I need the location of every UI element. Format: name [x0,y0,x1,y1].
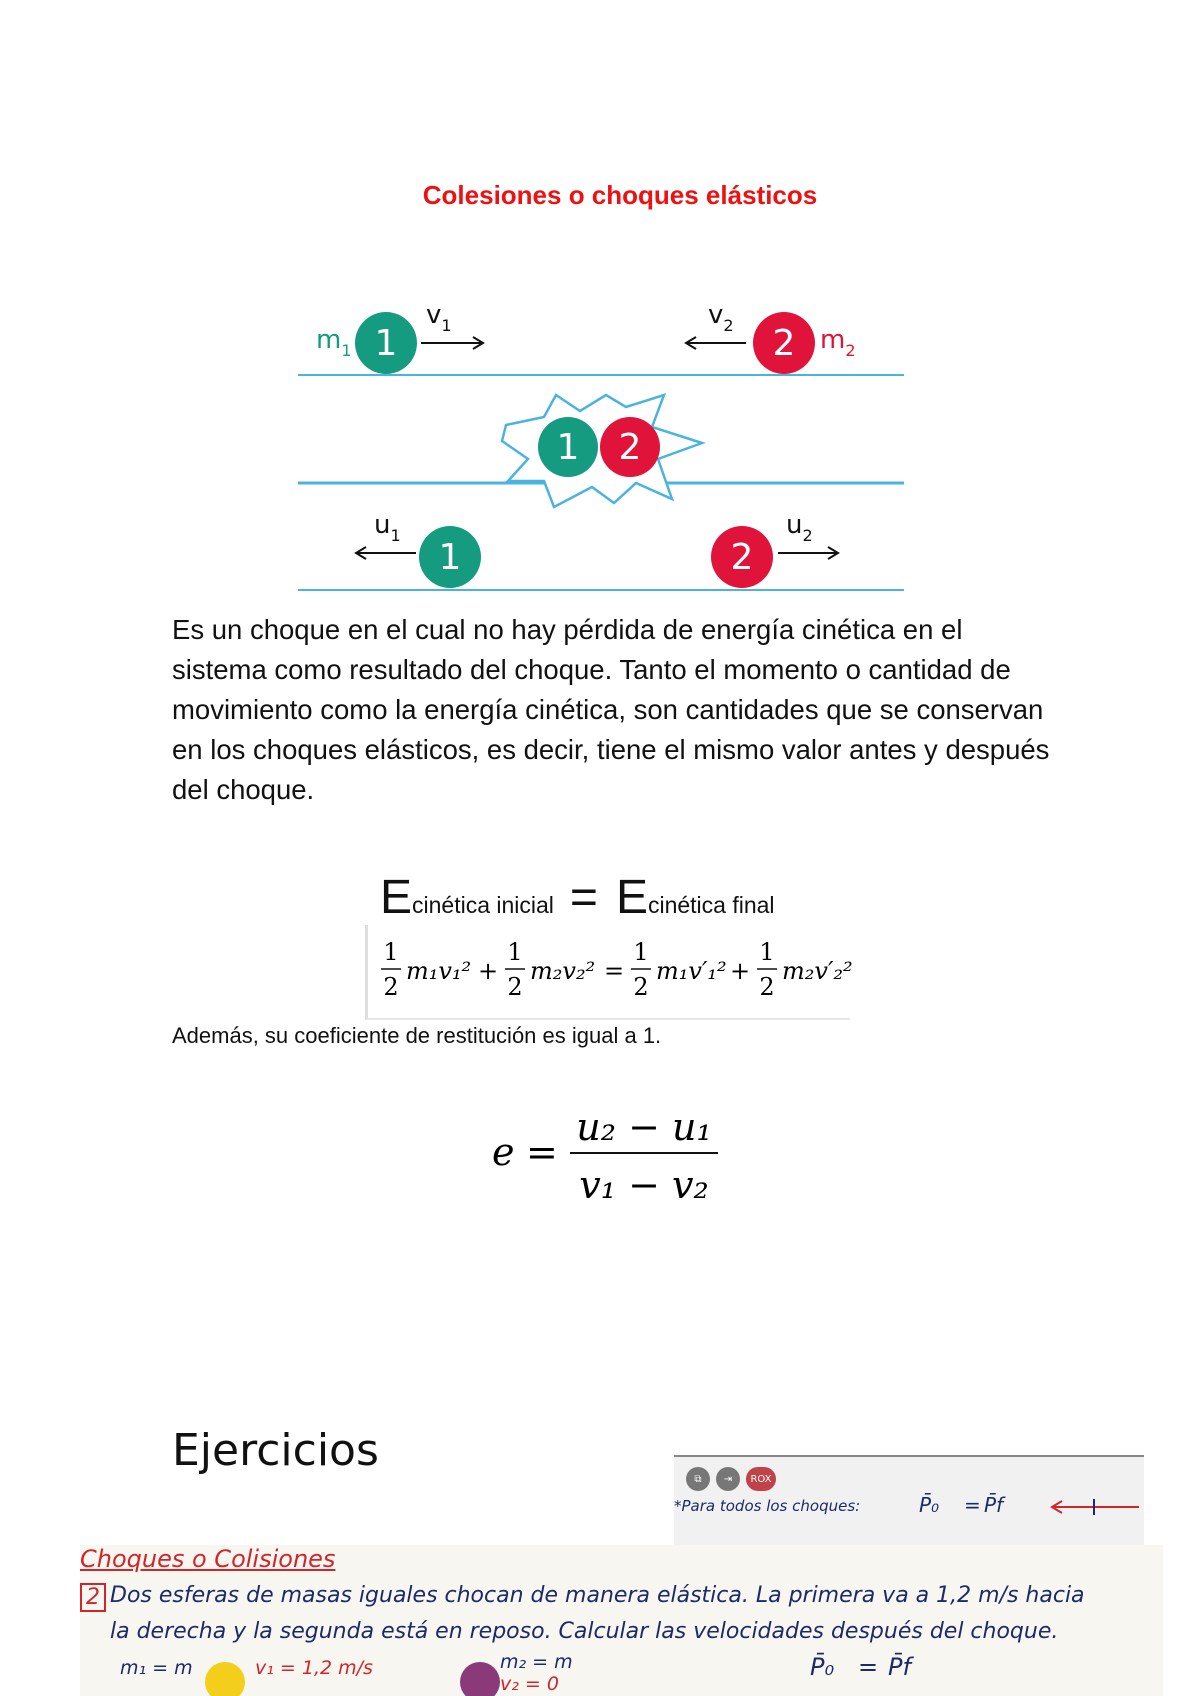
given-m2: m₂ = m [500,1651,573,1673]
purple-ball [460,1662,500,1696]
half-fraction-3 [631,938,651,1001]
video-note-p0: P̄₀ [919,1493,940,1517]
half-fraction-1 [381,938,401,1001]
half-fraction-2 [505,938,525,1001]
half-den: 2 [383,973,399,1001]
whiteboard-photo [80,1545,1163,1696]
label-v2: $v_2$ [708,300,734,335]
term-m1v1-prime: m₁v′₁² [656,957,727,985]
label-u1: $u_1$ [374,510,401,545]
given-v1: v₁ = 1,2 m/s [255,1657,373,1679]
ball-1-before-label: 1 [374,323,398,364]
direction-axis-icon [1044,1495,1144,1519]
coef-equals: = [526,1130,558,1174]
video-note-label: *Para todos los choques: [674,1497,861,1515]
half-fraction-4 [757,938,777,1001]
ball-2-before-label: 2 [772,323,796,364]
ball-1-after-label: 1 [438,537,462,578]
exit-icon[interactable]: ⇥ [716,1467,740,1491]
restitution-formula-svg [490,1098,730,1208]
energy-equals: = [569,871,598,924]
formula-equals: = [604,957,625,985]
given-v2: v₂ = 0 [500,1673,559,1695]
video-screenshot [674,1455,1144,1555]
energy-sub-left: cinética inicial [412,892,554,918]
wb-eq-p0: P̄₀ [810,1653,835,1681]
energy-conservation-equation [380,870,860,925]
energy-symbol-left: E [380,871,413,924]
half-num: 1 [633,938,649,966]
label-u2: $u_2$ [786,510,813,545]
term-m2v2: m₂v₂² [530,957,596,985]
plus-1: + [478,957,499,985]
yellow-ball [205,1662,245,1696]
video-note-equals: = [964,1493,981,1517]
video-note-pf: P̄f [984,1493,1004,1517]
term-m1v1: m₁v₁² [406,957,472,985]
plus-2: + [730,957,751,985]
coef-denominator: v₁ − v₂ [579,1163,709,1207]
term-m2v2-prime: m₂v′₂² [782,957,853,985]
intro-paragraph: Es un choque en el cual no hay pérdida de energía cinética en el sistema como resultado del choque. Tanto el momento o cantidad de movimiento como la energía cinética, son cantidades que se conservan en los choques elásticos, es decir, tiene el mismo valor antes y después del choque. [172,614,1050,805]
ball-1-collision-label: 1 [556,427,580,468]
problem-line-1: Dos esferas de masas iguales chocan de manera elástica. La primera va a 1,2 m/s hacia [110,1583,1085,1608]
half-num: 1 [507,938,523,966]
wb-eq-equals: = [858,1653,879,1681]
kinetic-energy-formula [365,925,853,1020]
energy-sub-right: cinética final [647,892,775,918]
restitution-paragraph: Además, su coeficiente de restitución es igual a 1. [172,1023,662,1048]
copy-icon[interactable]: ⧉ [686,1467,710,1491]
restitution-coefficient-formula [490,1098,730,1208]
problem-number: 2 [80,1583,106,1612]
half-den: 2 [633,973,649,1001]
half-den: 2 [759,973,775,1001]
half-num: 1 [759,938,775,966]
problem-line-2: la derecha y la segunda está en reposo. Calcular las velocidades después del choque. [110,1619,1059,1644]
collision-diagram [296,295,906,595]
ball-2-collision-label: 2 [618,427,642,468]
energy-symbol-right: E [615,871,648,924]
ball-2-after-label: 2 [730,537,754,578]
wb-eq-pf: P̄f [888,1653,911,1681]
label-m2: $m_2$ [820,325,856,360]
rox-badge[interactable]: ROX [746,1467,776,1491]
collision-diagram-svg [296,295,906,595]
label-m1: $m_1$ [316,325,352,360]
coef-numerator: u₂ − u₁ [576,1105,712,1149]
given-m1: m₁ = m [120,1657,193,1679]
half-num: 1 [383,938,399,966]
kinetic-energy-formula-svg [368,925,853,1020]
coef-e: e [492,1130,515,1174]
whiteboard-heading: Choques o Colisiones [80,1545,336,1573]
label-v1: $v_1$ [426,300,452,335]
exercises-heading: Ejercicios [172,1425,379,1476]
half-den: 2 [507,973,523,1001]
page-title: Colesiones o choques elásticos [422,180,818,210]
